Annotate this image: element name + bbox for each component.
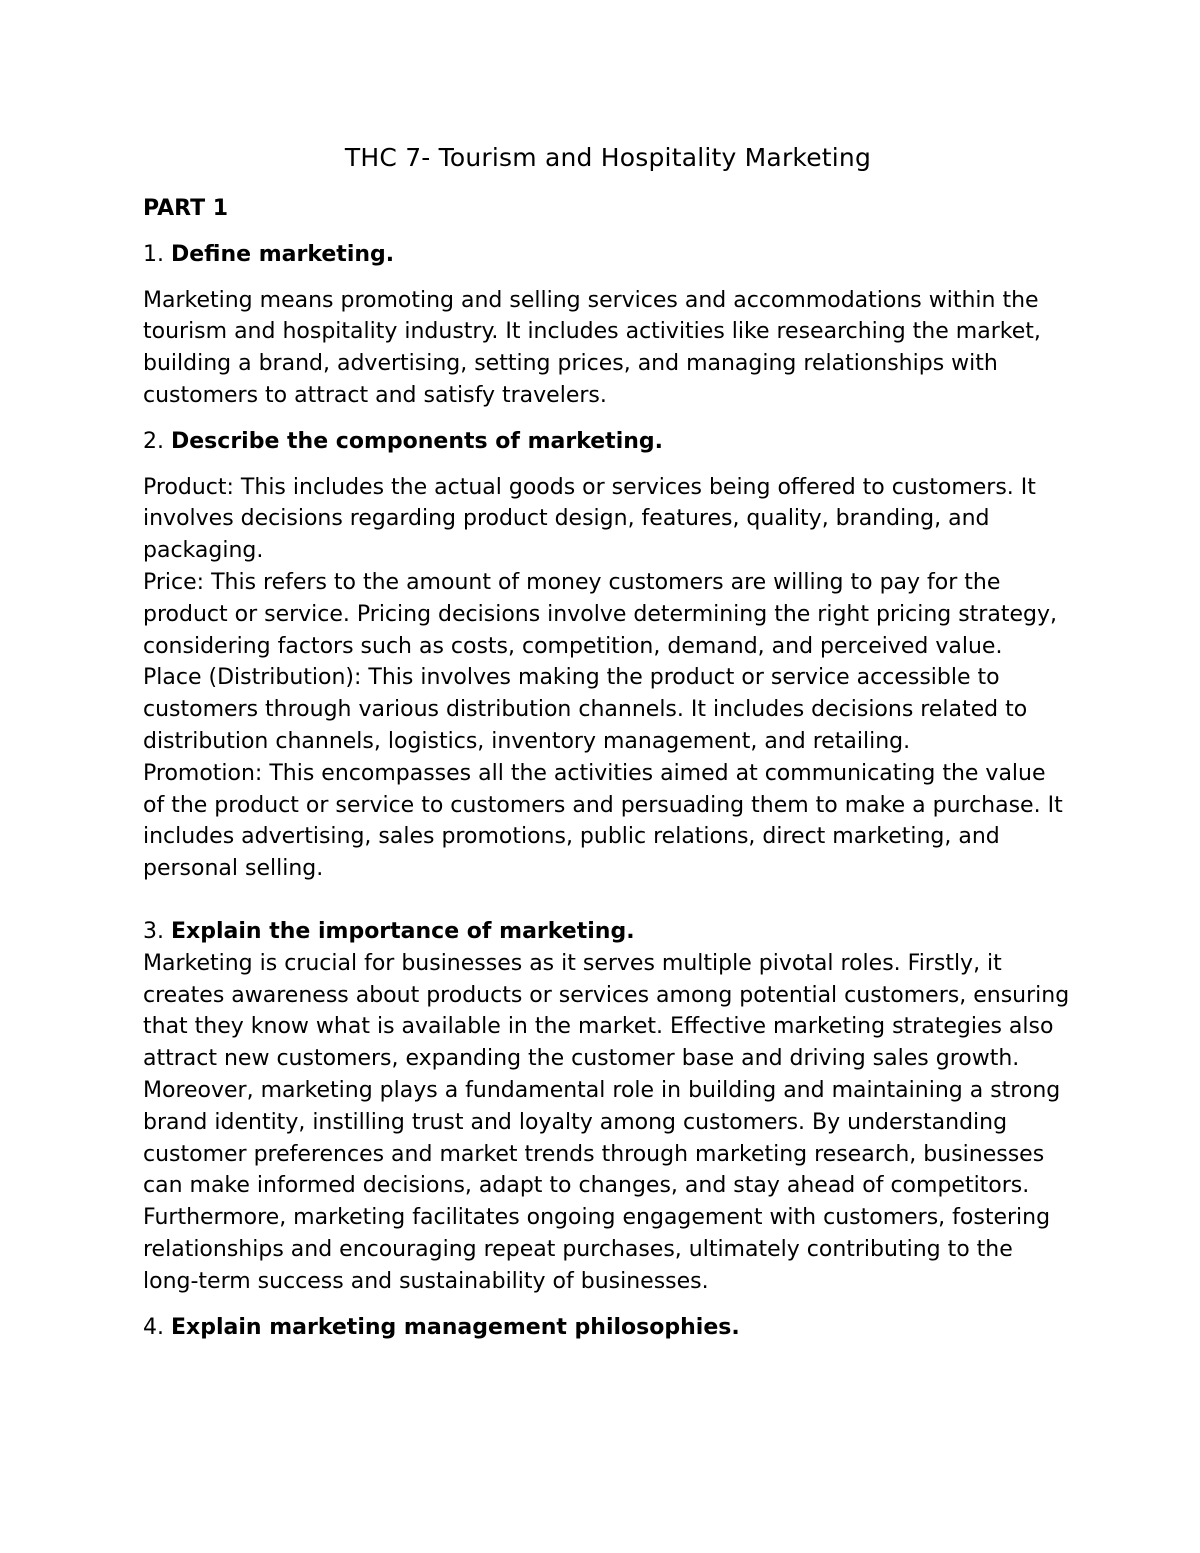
- part-label: PART 1: [143, 196, 229, 221]
- answer-1: Marketing means promoting and selling services and accommodations within the tourism and hospitality industry. It includes activities like researching the market, building a brand, advertising, setting prices, and managing relationships with customers to attract and satisfy travelers.: [143, 287, 1041, 408]
- question-4: [143, 1312, 1073, 1344]
- component-price: Price: This refers to the amount of money customers are willing to pay for the product or service. Pricing decisions involve determining the right pricing strategy, considering factors such as costs, competition, demand, and perceived value.: [143, 569, 1057, 659]
- component-promotion: Promotion: This encompasses all the activities aimed at communicating the value of the product or service to customers and persuading them to make a purchase. It includes advertising, sales promotions, public relations, direct marketing, and personal selling.: [143, 760, 1063, 882]
- question-2: [143, 426, 1073, 458]
- question-2-number: 2.: [143, 428, 164, 454]
- question-4-number: 4.: [143, 1314, 164, 1340]
- question-1-text: Define marketing.: [171, 241, 395, 267]
- question-1-number: 1.: [143, 241, 164, 267]
- component-product: Product: This includes the actual goods or services being offered to customers. It involves decisions regarding product design, features, quality, branding, and packaging.: [143, 474, 1036, 564]
- question-3-text: Explain the importance of marketing.: [171, 918, 635, 944]
- question-4-text: Explain marketing management philosophies.: [171, 1314, 740, 1340]
- component-place: Place (Distribution): This involves making the product or service accessible to customers through various distribution channels. It includes decisions related to distribution channels, logistics, inventory management, and retailing.: [143, 665, 1028, 754]
- question-3-number: 3.: [143, 918, 164, 944]
- question-2-text: Describe the components of marketing.: [171, 428, 664, 454]
- question-1: [143, 239, 1073, 271]
- document-title: THC 7- Tourism and Hospitality Marketing: [344, 143, 872, 172]
- document-content: [143, 141, 1073, 1357]
- components-list: [143, 472, 1073, 885]
- question-3: [143, 916, 1073, 948]
- answer-3: Marketing is crucial for businesses as it serves multiple pivotal roles. Firstly, it creates awareness about products or services among potential customers, ensuring that they know what is available in the market. Effective marketing strategies also attract new customers, expanding the customer base and driving sales growth. Moreover, marketing plays a fundamental role in building and maintaining a strong brand identity, instilling trust and loyalty among customers. By understanding customer preferences and market trends through marketing research, businesses can make informed decisions, adapt to changes, and stay ahead of competitors. Furthermore, marketing facilitates ongoing engagement with customers, fostering relationships and encouraging repeat purchases, ultimately contributing to the long-term success and sustainability of businesses.: [143, 950, 1070, 1294]
